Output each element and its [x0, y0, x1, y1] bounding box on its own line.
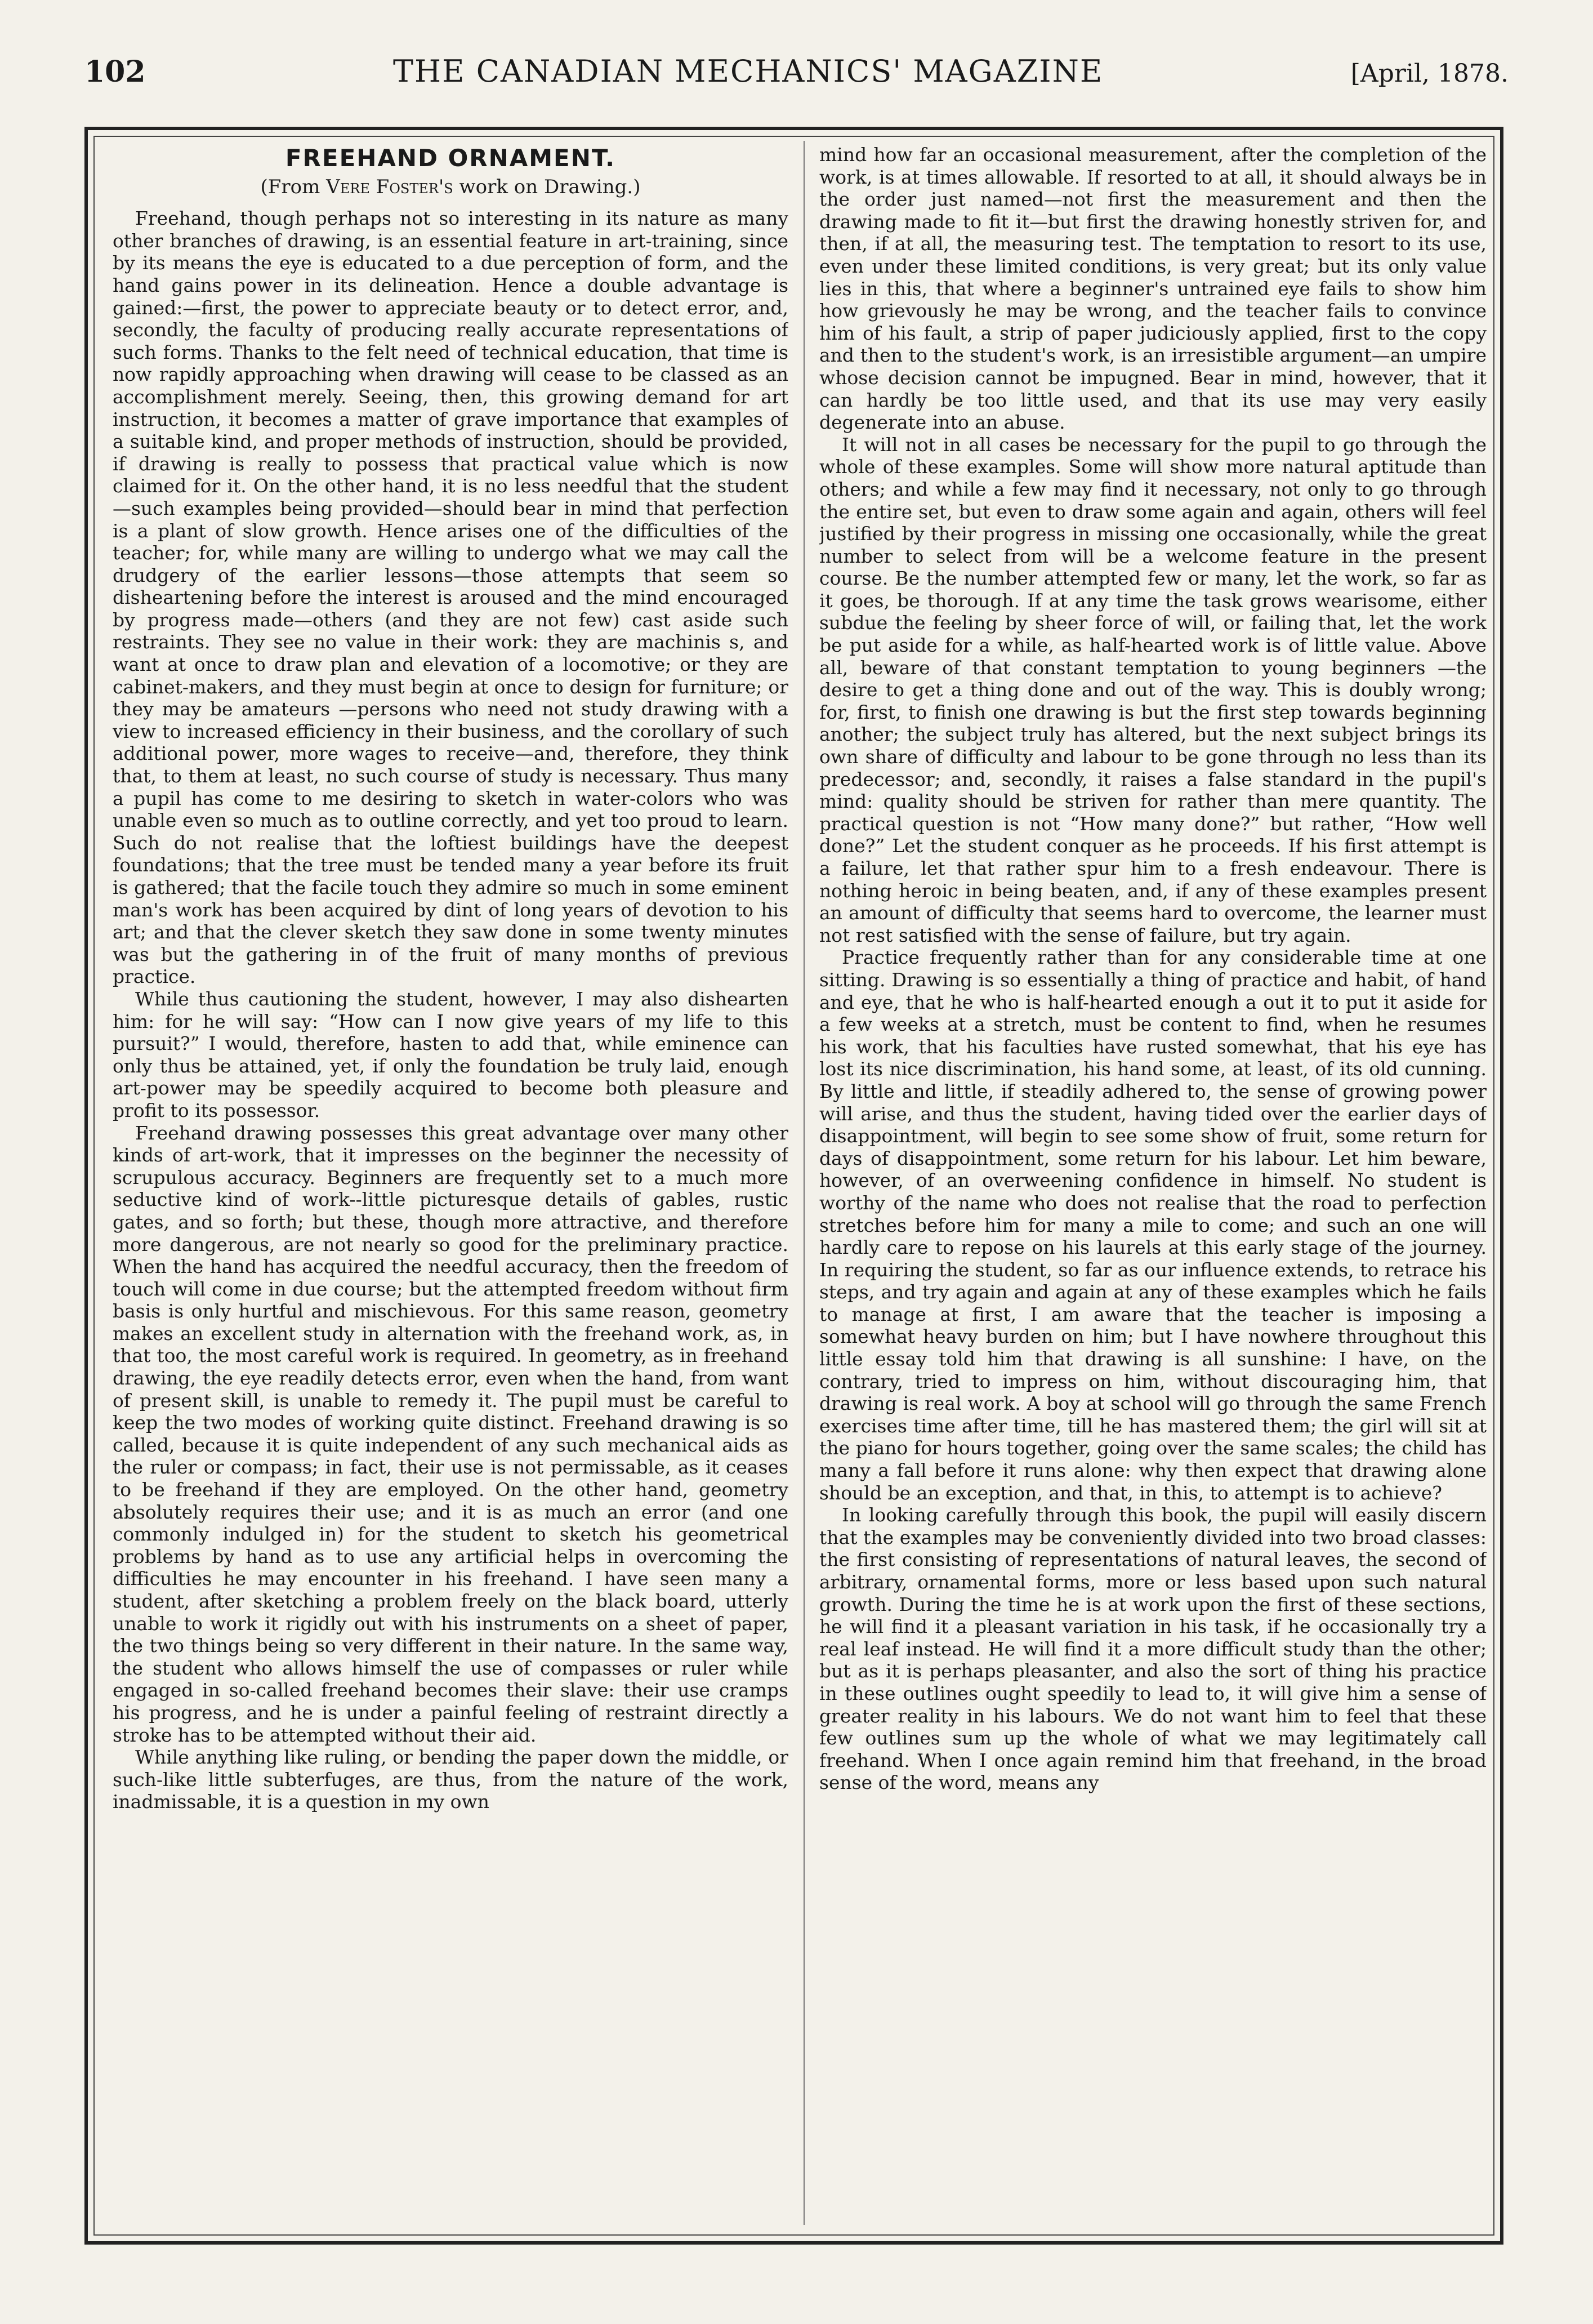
page-header	[84, 54, 1509, 104]
right-column	[819, 144, 1487, 2222]
source-suffix: work on Drawing.)	[453, 175, 641, 198]
issue-date: [April, 1878.	[1350, 59, 1509, 88]
article-source	[113, 176, 788, 199]
source-author: Vere Foster's	[326, 175, 453, 198]
paragraph: In looking carefully through this book, the pupil will easily discern that the examples may be conveniently divided into two broad classes: the first consisting of representations of natural leaves, the second of arbitrary, ornamental forms, more or less based upon such natural growth. During the time he is at work upon the first of these sections, he will find it a pleasant variation in his task, if he occasionally try a real leaf instead. He will find it a more difficult study than the other; but as it is perhaps pleasanter, and also the sort of thing his practice in these outlines ought speedily to lead to, it will give him a sense of greater reality in his labours. We do not want him to feel that these few outlines sum up the whole of what we may legitimately call freehand. When I once again remind him that freehand, in the broad sense of the word, means any	[819, 1504, 1487, 1794]
paragraph: While anything like ruling, or bending the paper down the middle, or such-like little subterfuges, are thus, from the nature of the work, inadmissable, it is a question in my own	[113, 1746, 788, 1813]
column-divider	[804, 141, 805, 2225]
paragraph: It will not in all cases be necessary for the pupil to go through the whole of these examples. Some will show more natural aptitude than others; and while a few may find it necessary, not only to go through the entire set, but even to draw some again and again, others will feel justified by their progress in missing one occasionally, while the great number to select from will be a welcome feature in the present course. Be the number attempted few or many, let the work, so far as it goes, be thorough. If at any time the task grows wearisome, either subdue the feeling by sheer force of will, or failing that, let the work be put aside for a while, as half-hearted work is of little value. Above all, beware of that constant temptation to young beginners —the desire to get a thing done and out of the way. This is doubly wrong; for, first, to finish one drawing is but the first step towards beginning another; the subject truly has altered, but the next subject brings its own share of difficulty and labour to be gone through no less than its predecessor; and, secondly, it raises a false standard in the pupil's mind: quality should be striven for rather than mere quantity. The practical question is not “How many done?” but rather, “How well done?” Let the student conquer as he proceeds. If his first attempt is a failure, let that rather spur him to a fresh endeavour. There is nothing heroic in being beaten, and, if any of these examples present an amount of difficulty that seems hard to overcome, the learner must not rest satisfied with the sense of failure, but try again.	[819, 433, 1487, 946]
article-title: FREEHAND ORNAMENT.	[285, 144, 616, 172]
source-prefix: (From	[260, 175, 327, 198]
paragraph-continued: mind how far an occasional measurement, after the completion of the work, is at times allowable. If resorted to at all, it should always be in the order just named—not first the measurement and then the drawing made to fit it—but first the drawing honestly striven for, and then, if at all, the measuring test. The temptation to resort to its use, even under these limited conditions, is very great; but its only value lies in this, that where a beginner's untrained eye fails to show him how grievously he may be wrong, and the teacher fails to convince him of his fault, a strip of paper judiciously applied, first to the copy and then to the student's work, is an irresistible argument—an umpire whose decision cannot be impugned. Bear in mind, however, that it can hardly be too little used, and that its use may very easily degenerate into an abuse.	[819, 144, 1487, 434]
page-number: 102	[84, 55, 146, 89]
paragraph: While thus cautioning the student, however, I may also dishearten him: for he will say: “How can I now give years of my life to this pursuit?” I would, therefore, hasten to add that, while eminence can only thus be attained, yet, if only the foundation be truly laid, enough art-power may be speedily acquired to become both pleasure and profit to its possessor.	[113, 987, 788, 1121]
paragraph: Freehand, though perhaps not so interesting in its nature as many other branches of drawing, is an essential feature in art-training, since by its means the eye is educated to a due perception of form, and the hand gains power in its delineation. Hence a double advantage is gained:—first, the power to appreciate beauty or to detect error, and, secondly, the faculty of producing really accurate representations of such forms. Thanks to the felt need of technical education, that time is now rapidly approaching when drawing will cease to be classed as an accomplishment merely. Seeing, then, this growing demand for art instruction, it becomes a matter of grave importance that examples of a suitable kind, and proper methods of instruction, should be provided, if drawing is really to possess that practical value which is now claimed for it. On the other hand, it is no less needful that the student—such examples being provided—should bear in mind that perfection is a plant of slow growth. Hence arises one of the difficulties of the teacher; for, while many are willing to undergo what we may call the drudgery of the earlier lessons—those attempts that seem so disheartening before the interest is aroused and the mind encouraged by progress made—others (and they are not few) cast aside such restraints. They see no value in their work: they are machinis s, and want at once to draw plan and elevation of a locomotive; or they are cabinet-makers, and they must begin at once to design for furniture; or they may be amateurs —persons who need not study drawing with a view to increased efficiency in their business, and the corollary of such additional power, more wages to receive—and, therefore, they think that, to them at least, no such course of study is necessary. Thus many a pupil has come to me desiring to sketch in water-colors who was unable even so much as to outline correctly, and yet too proud to learn. Such do not realise that the loftiest buildings have the deepest foundations; that the tree must be tended many a year before its fruit is gathered; that the facile touch they admire so much in some eminent man's work has been acquired by dint of long years of devotion to his art; and that the clever sketch they saw done in some twenty minutes was but the gathering in of the fruit of many months of previous practice.	[113, 207, 788, 988]
running-title: THE CANADIAN MECHANICS' MAGAZINE	[393, 54, 1104, 89]
left-column	[113, 144, 788, 2222]
paragraph: Freehand drawing possesses this great advantage over many other kinds of art-work, that it impresses on the beginner the necessity of scrupulous accuracy. Beginners are frequently set to a much more seductive kind of work--little picturesque details of gables, rustic gates, and so forth; but these, though more attractive, and therefore more dangerous, are not nearly so good for the preliminary practice. When the hand has acquired the needful accuracy, then the freedom of touch will come in due course; but the attempted freedom without firm basis is only hurtful and mischievous. For this same reason, geometry makes an excellent study in alternation with the freehand work, as, in that too, the most careful work is required. In geometry, as in freehand drawing, the eye readily detects error, even when the hand, from want of present skill, is unable to remedy it. The pupil must be careful to keep the two modes of working quite distinct. Freehand drawing is so called, because it is quite independent of any such mechanical aids as the ruler or compass; in fact, their use is not permissable, as it ceases to be freehand if they are employed. On the other hand, geometry absolutely requires their use; and it is as much an error (and one commonly indulged in) for the student to sketch his geometrical problems by hand as to use any artificial helps in overcoming the difficulties he may encounter in his freehand. I have seen many a student, after sketching a problem freely on the black board, utterly unable to work it rigidly out with his instruments on a sheet of paper, the two things being so very different in their nature. In the same way, the student who allows himself the use of compasses or ruler while engaged in so-called freehand becomes their slave: their use cramps his progress, and he is under a painful feeling of restraint directly a stroke has to be attempted without their aid.	[113, 1121, 788, 1746]
paragraph: Practice frequently rather than for any considerable time at one sitting. Drawing is so essentially a thing of practice and habit, of hand and eye, that he who is half-hearted enough a out it to put it aside for a few weeks at a stretch, must be content to find, when he resumes his work, that his faculties have rusted somewhat, that his eye has lost its nice discrimination, his hand some, at least, of its old cunning. By little and little, if steadily adhered to, the sense of growing power will arise, and thus the student, having tided over the earlier days of disappointment, will begin to see some show of fruit, some return for days of disappointment, some return for his labour. Let him beware, however, of an overweening confidence in himself. No student is worthy of the name who does not realise that the road to perfection stretches before him for many a mile to come; and such an one will hardly care to repose on his laurels at this early stage of the journey. In requiring the student, so far as our influence extends, to retrace his steps, and try again and again at any of these examples which he fails to manage at first, I am aware that the teacher is imposing a somewhat heavy burden on him; but I have nowhere throughout this little essay told him that drawing is all sunshine: I have, on the contrary, tried to impress on him, without discouraging him, that drawing is real work. A boy at school will go through the same French exercises time after time, till he has mastered them; the girl will sit at the piano for hours together, going over the same scales; the child has many a fall before it runs alone: why then expect that drawing alone should be an exception, and that, in this, to attempt is to achieve?	[819, 946, 1487, 1504]
